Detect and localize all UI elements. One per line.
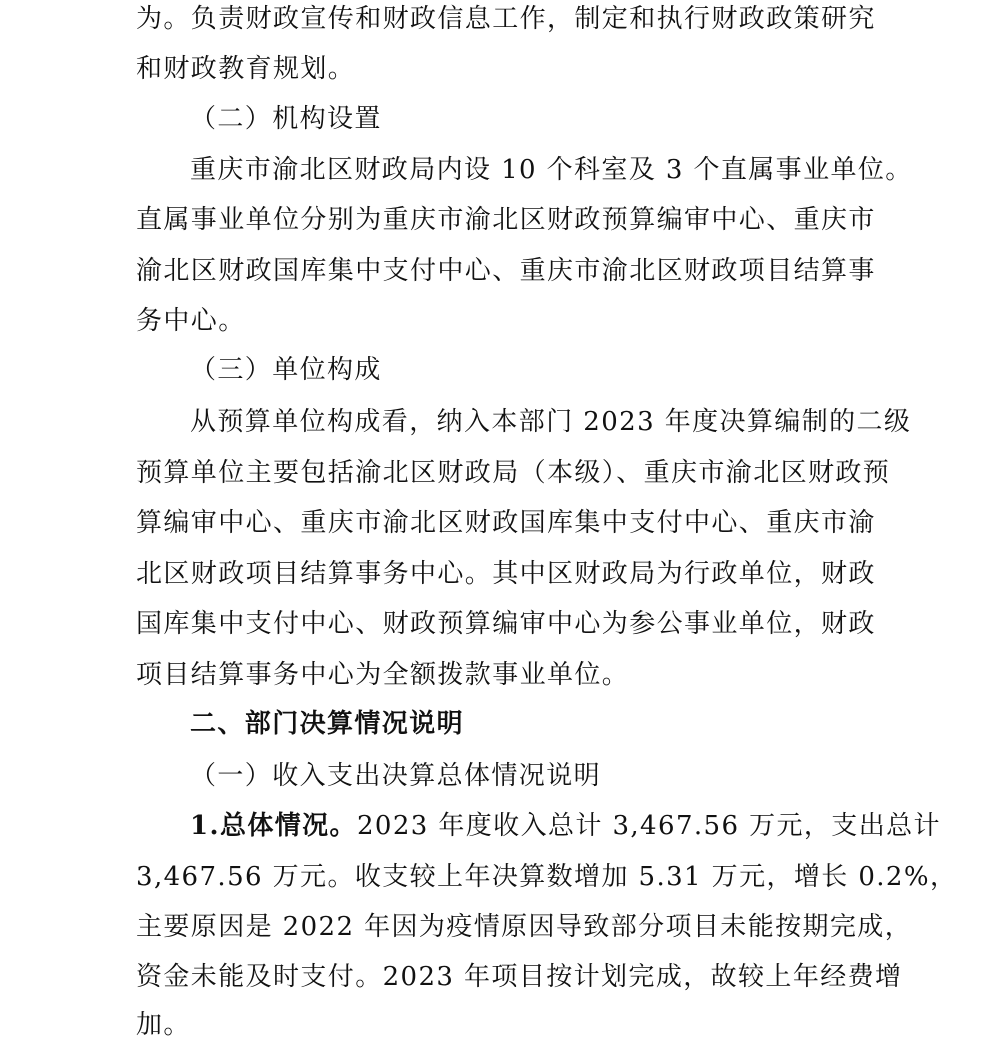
paragraph-line: 从预算单位构成看，纳入本部门 2023 年度决算编制的二级 xyxy=(190,407,912,437)
paragraph-line: 国库集中支付中心、财政预算编审中心为参公事业单位，财政 xyxy=(136,609,876,639)
paragraph-line: 项目结算事务中心为全额拨款事业单位。 xyxy=(136,660,630,690)
paragraph-line: 为。负责财政宣传和财政信息工作，制定和执行财政政策研究 xyxy=(136,4,876,34)
section-heading-final-accounts: 二、部门决算情况说明 xyxy=(190,709,465,739)
paragraph-line: 主要原因是 2022 年因为疫情原因导致部分项目未能按期完成， xyxy=(136,912,913,942)
paragraph-line: 预算单位主要包括渝北区财政局（本级）、重庆市渝北区财政预 xyxy=(136,458,891,488)
paragraph-line: 3,467.56 万元。收支较上年决算数增加 5.31 万元，增长 0.2%， xyxy=(136,862,958,892)
paragraph-line: 务中心。 xyxy=(136,306,246,336)
lead-label: 1.总体情况。 xyxy=(190,811,357,841)
paragraph-line: 渝北区财政国库集中支付中心、重庆市渝北区财政项目结算事 xyxy=(136,256,876,286)
subheading-income-expenditure: （一）收入支出决算总体情况说明 xyxy=(190,761,602,791)
paragraph-line: 资金未能及时支付。2023 年项目按计划完成，故较上年经费增 xyxy=(136,962,903,992)
subheading-institutions: （二）机构设置 xyxy=(190,104,382,134)
paragraph-line: 算编审中心、重庆市渝北区财政国库集中支付中心、重庆市渝 xyxy=(136,508,876,538)
paragraph-line: 加。 xyxy=(136,1010,191,1040)
subheading-composition: （三）单位构成 xyxy=(190,355,382,385)
paragraph-line: 重庆市渝北区财政局内设 10 个科室及 3 个直属事业单位。 xyxy=(190,155,913,185)
lead-text: 2023 年度收入总计 3,467.56 万元，支出总计 xyxy=(356,811,941,841)
paragraph-line: 和财政教育规划。 xyxy=(136,54,356,84)
paragraph-line: 北区财政项目结算事务中心。其中区财政局为行政单位，财政 xyxy=(136,559,876,589)
paragraph-line: 直属事业单位分别为重庆市渝北区财政预算编审中心、重庆市 xyxy=(136,205,876,235)
paragraph-lead-line xyxy=(190,809,941,843)
